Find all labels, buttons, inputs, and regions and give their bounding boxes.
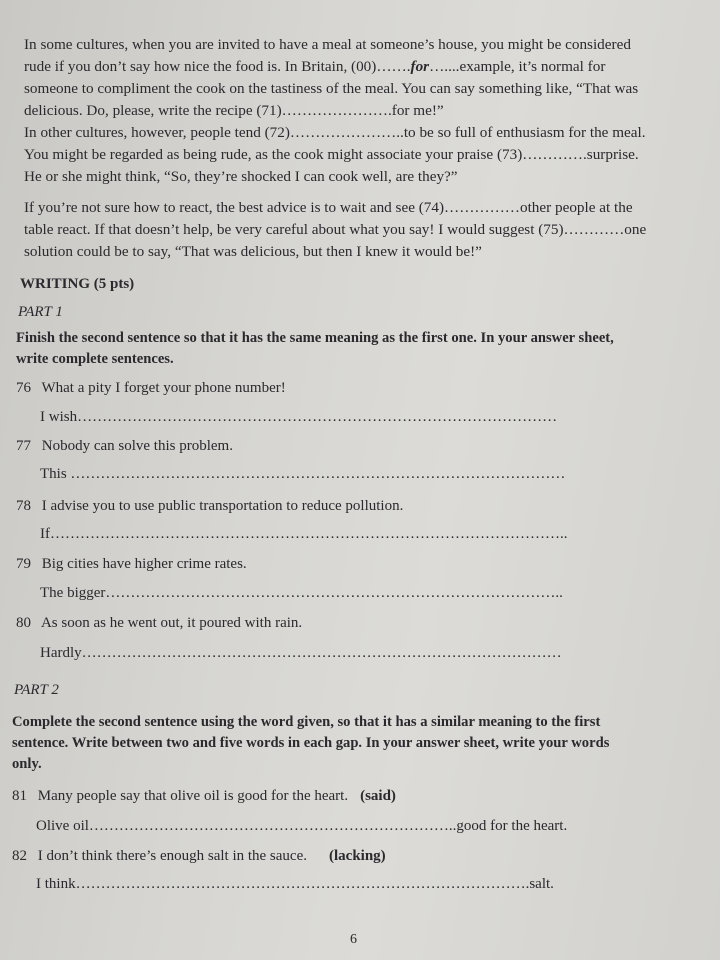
question-82: 82 I don’t think there’s enough salt in the sauce. (lacking) (12, 848, 386, 864)
part1-instructions (16, 328, 716, 370)
text-line: In other cultures, however, people tend (72)…………………..to be so full of enthusiasm for the meal. (24, 124, 646, 141)
text-line: You might be regarded as being rude, as the cook might associate your praise (73)………….surprise. (24, 146, 639, 163)
part1-title: PART 1 (18, 304, 63, 320)
text-line: In some cultures, when you are invited to have a meal at someone’s house, you might be considered (24, 36, 631, 53)
reading-paragraph-1 (24, 34, 708, 122)
answer-line-79: The bigger……………………………………………………………………………….. (40, 585, 563, 601)
text-line: table react. If that doesn’t help, be very careful about what you say! I would suggest (75)…………one (24, 221, 647, 238)
reading-paragraph-3 (24, 197, 708, 263)
answer-line-76: I wish…………………………………………………………………………………… (40, 409, 558, 425)
part2-title: PART 2 (14, 682, 59, 698)
text-line: someone to compliment the cook on the tastiness of the meal. You can say something like, “That was (24, 80, 639, 97)
text-line: rude if you don’t say how nice the food is. In Britain, (00)…….for…....example, it’s normal for (24, 58, 606, 75)
writing-heading: WRITING (5 pts) (20, 276, 135, 292)
instruction-line: Complete the second sentence using the word given, so that it has a similar meaning to the first (12, 714, 601, 730)
answer-line-80: Hardly…………………………………………………………………………………… (40, 645, 562, 661)
instruction-line: sentence. Write between two and five words in each gap. In your answer sheet, write your words (12, 735, 610, 751)
instruction-line: write complete sentences. (16, 351, 174, 367)
text-line: If you’re not sure how to react, the best advice is to wait and see (74)……………other people at the (24, 199, 633, 216)
text-line: He or she might think, “So, they’re shocked I can cook well, are they?” (24, 168, 458, 185)
keyword-lacking: (lacking) (329, 848, 386, 864)
keyword-said: (said) (360, 788, 396, 804)
question-78: 78 I advise you to use public transportation to reduce pollution. (16, 498, 404, 514)
question-81: 81 Many people say that olive oil is good for the heart. (said) (12, 788, 396, 804)
instruction-line: Finish the second sentence so that it has the same meaning as the first one. In your answer sheet, (16, 330, 614, 346)
answer-line-82: I think……………………………………………………………………………….salt. (36, 876, 554, 892)
answer-line-77: This ……………………………………………………………………………………… (40, 466, 566, 482)
answer-line-78: If………………………………………………………………………………………….. (40, 526, 568, 542)
example-answer: for (410, 58, 430, 75)
instruction-line: only. (12, 756, 42, 772)
question-79: 79 Big cities have higher crime rates. (16, 556, 247, 572)
text-line: solution could be to say, “That was delicious, but then I knew it would be!” (24, 243, 482, 260)
question-80: 80 As soon as he went out, it poured with rain. (16, 615, 303, 631)
part2-instructions (12, 712, 712, 775)
question-76: 76 What a pity I forget your phone number! (16, 380, 286, 396)
page-number: 6 (350, 932, 357, 947)
reading-paragraph-2 (24, 122, 708, 188)
question-77: 77 Nobody can solve this problem. (16, 438, 233, 454)
answer-line-81: Olive oil………………………………………………………………..good for the heart. (36, 818, 568, 834)
text-line: delicious. Do, please, write the recipe (71)………………….for me!” (24, 102, 444, 119)
